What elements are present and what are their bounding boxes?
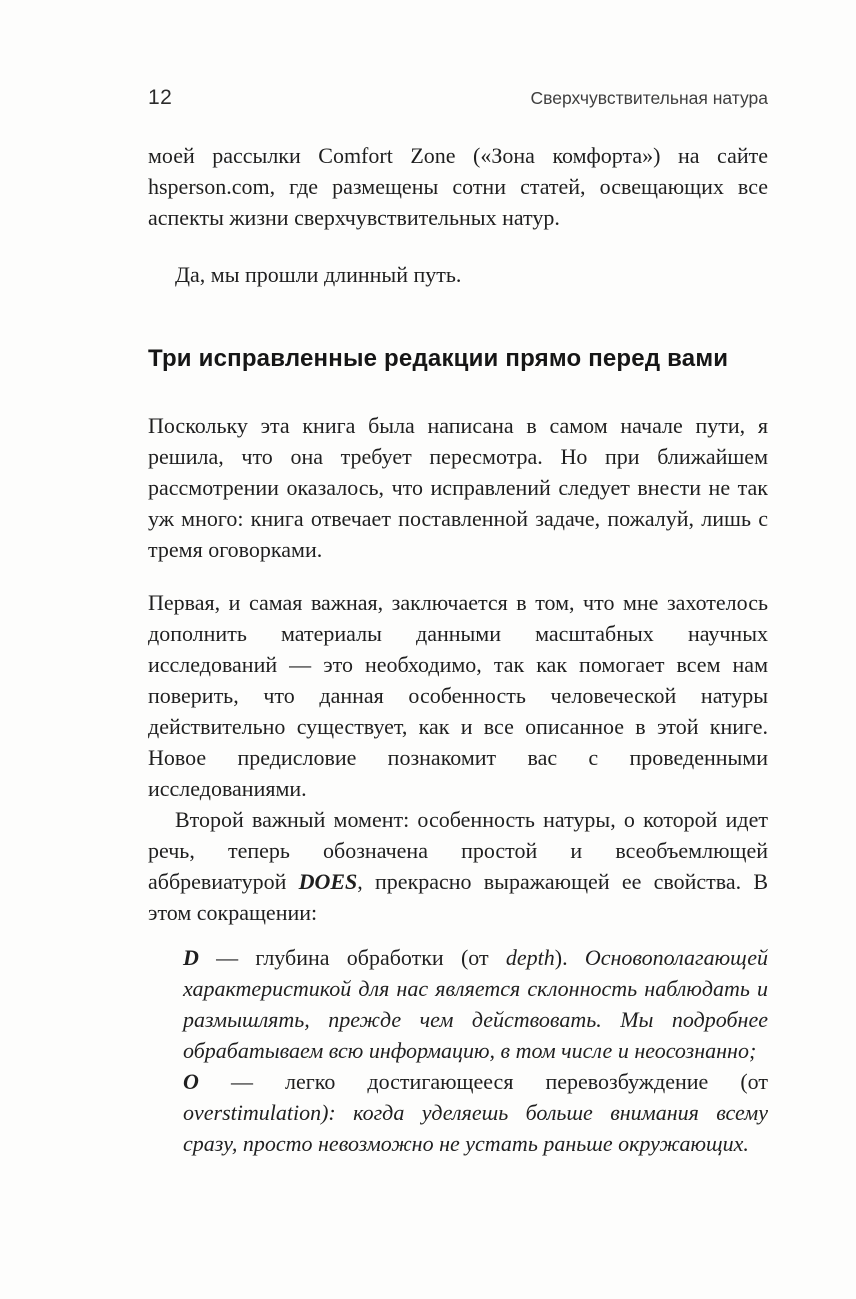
does-acronym: DOES: [298, 869, 358, 894]
running-header: [148, 86, 768, 108]
does-d-term: depth: [505, 945, 555, 970]
does-letter-o: O: [183, 1069, 199, 1094]
page-body: [148, 140, 768, 1159]
running-title: Сверхчувствительная натура: [530, 88, 768, 108]
does-o-lead: — легко достигающееся перевозбуждение (от: [198, 1069, 768, 1094]
does-d-lead: — глубина обработки (от: [198, 945, 506, 970]
does-item-depth: [183, 942, 768, 1066]
second-point-text-after: , прекрасно выражающей ее свойства. В этом сокращении:: [148, 869, 769, 925]
does-letter-d: D: [183, 945, 199, 970]
paragraph-first-point: Первая, и самая важная, заключается в том, что мне захотелось дополнить материалы данными масштабных научных исследований — это необходимо, так как помогает всем нам поверить, что данная особенность человеческой натуры действительно существует, как и все описанное в этой книге. Новое предисловие познакомит вас с проведенными исследованиями.: [148, 590, 768, 801]
does-o-rest: ): когда уделяешь больше внимания всему сразу, просто невозможно не устать раньше окружающих.: [183, 1100, 768, 1156]
does-d-rest: Основополагающей характеристикой для нас является склонность наблюдать и размышлять, прежде чем действовать. Мы подробнее обрабатываем всю информацию, в том числе и неосознанно;: [183, 945, 769, 1063]
does-item-overstimulation: [183, 1066, 768, 1159]
does-d-mid: ).: [554, 945, 585, 970]
paragraph-second-point: [148, 804, 768, 928]
paragraph-short: Да, мы прошли длинный путь.: [175, 262, 462, 287]
second-point-text-before: Второй важный момент: особенность натуры, о которой идет речь, теперь обозначена простой и всеобъемлющей аббревиатурой: [148, 807, 768, 894]
does-o-term: overstimulation: [183, 1100, 322, 1125]
paragraph-continuation: моей рассылки Comfort Zone («Зона комфорта») на сайте hsperson.com, где размещены сотни статей, освещающих все аспекты жизни сверхчувствительных натур.: [148, 143, 768, 230]
page-number: 12: [148, 86, 173, 109]
section-heading: Три исправленные редакции прямо перед вами: [148, 345, 729, 372]
paragraph-reconsider: Поскольку эта книга была написана в самом начале пути, я решила, что она требует пересмотра. Но при ближайшем рассмотрении оказалось, что исправлений следует внести не так уж много: книга отвечает поставленной задаче, пожалуй, лишь с тремя оговорками.: [148, 413, 768, 562]
